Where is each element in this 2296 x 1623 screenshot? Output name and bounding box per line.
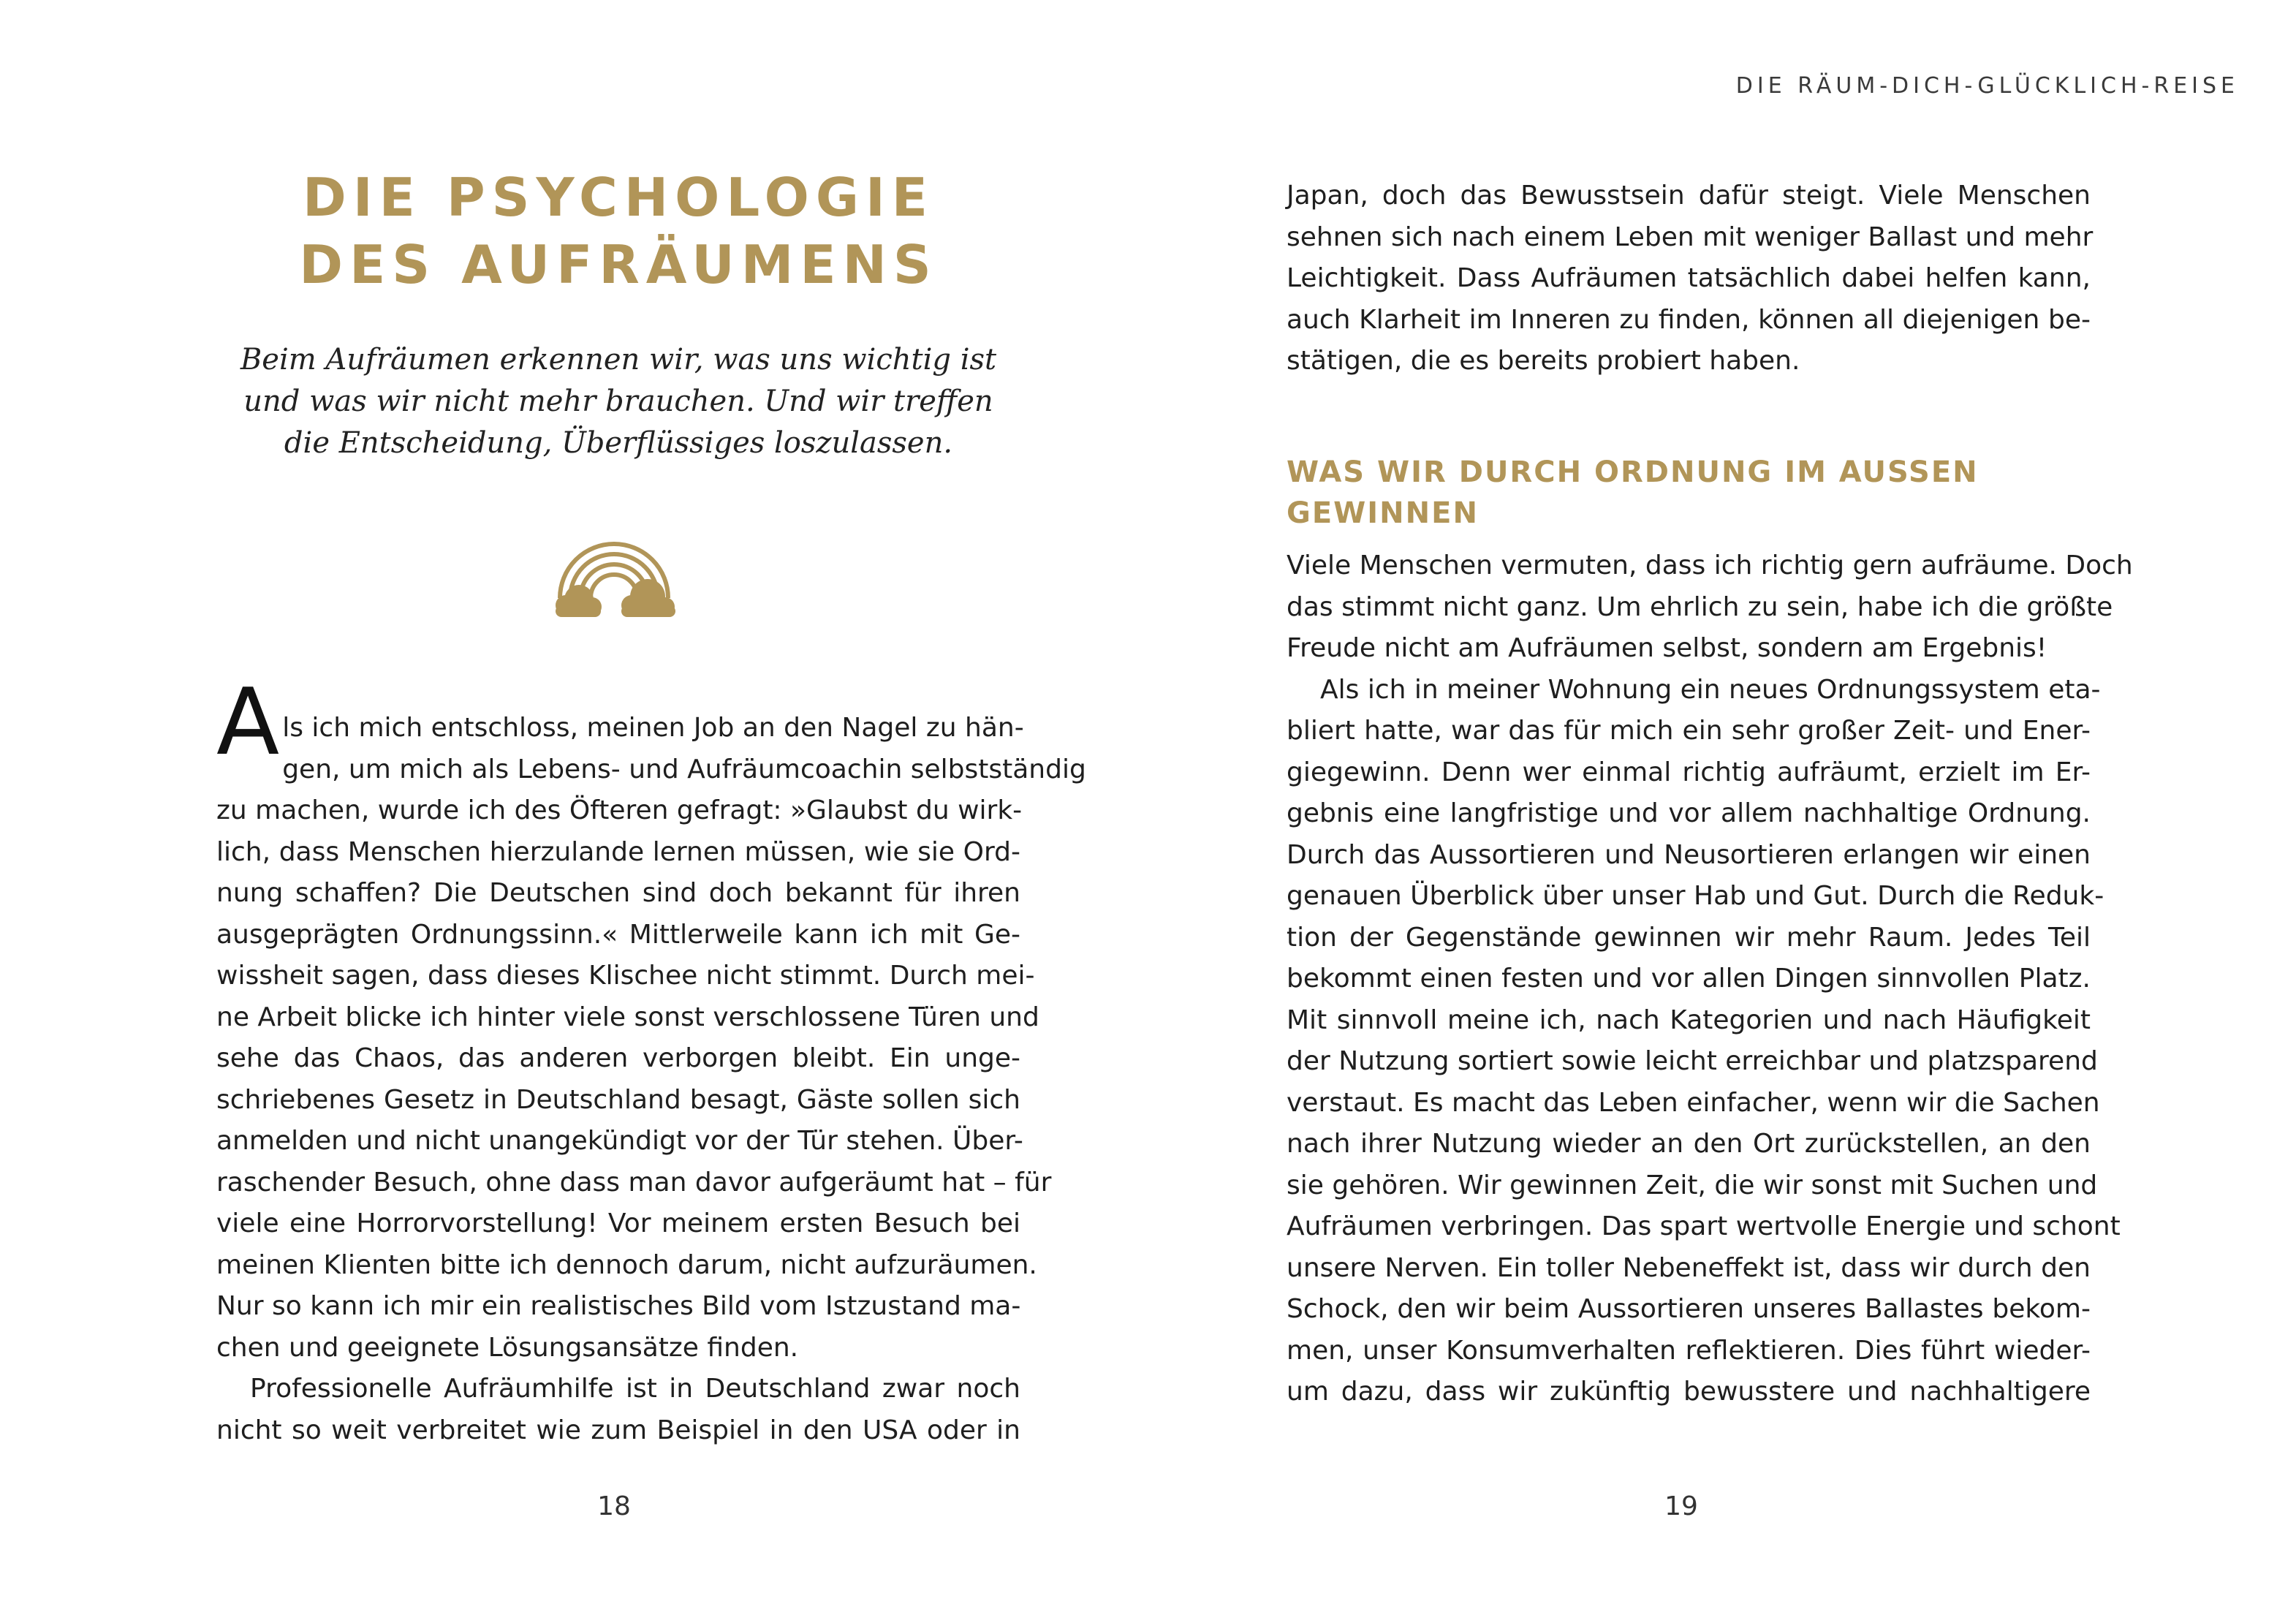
text-line: schriebenes Gesetz in Deutschland besagt, Gäste sollen sich: [216, 1084, 1020, 1115]
text-line: Durch das Aussortieren und Neusortieren erlangen wir einen: [1287, 839, 2091, 870]
section-heading: [1287, 452, 2091, 534]
text-line: der Nutzung sortiert sowie leicht erreichbar und platzsparend: [1287, 1046, 2098, 1076]
text-line: Als ich in meiner Wohnung ein neues Ordnungssystem eta-: [1320, 674, 2101, 705]
text-line: meinen Klienten bitte ich dennoch darum, nicht aufzuräumen.: [216, 1249, 1037, 1280]
text-line: anmelden und nicht unangekündigt vor der Tür stehen. Über-: [216, 1126, 1023, 1156]
text-line: Leichtigkeit. Dass Aufräumen tatsächlich dabei helfen kann,: [1287, 263, 2091, 293]
text-line: men, unser Konsumverhalten reflektieren. Dies führt wieder-: [1287, 1335, 2091, 1366]
text-line: ne Arbeit blicke ich hinter viele sonst verschlossene Türen und: [216, 1002, 1039, 1032]
text-line: ausgeprägten Ordnungssinn.« Mittlerweile kann ich mit Ge-: [216, 919, 1020, 950]
text-line: Professionelle Aufräumhilfe ist in Deutschland zwar noch: [250, 1374, 1020, 1404]
text-line: Japan, doch das Bewusstsein dafür steigt. Viele Menschen: [1287, 181, 2091, 211]
text-line: wissheit sagen, dass dieses Klischee nicht stimmt. Durch mei-: [216, 961, 1035, 991]
running-header: DIE RÄUM-DICH-GLÜCKLICH-REISE: [1735, 73, 2239, 99]
text-line: verstaut. Es macht das Leben einfacher, wenn wir die Sachen: [1287, 1087, 2100, 1118]
text-line: auch Klarheit im Inneren zu finden, können all diejenigen be-: [1287, 304, 2091, 335]
text-line: unsere Nerven. Ein toller Nebeneffekt ist, dass wir durch den: [1287, 1252, 2091, 1283]
page-number: 19: [1664, 1491, 1698, 1521]
text-line: Freude nicht am Aufräumen selbst, sondern am Ergebnis!: [1287, 633, 2047, 663]
text-line: bekommt einen festen und vor allen Dingen sinnvollen Platz.: [1287, 964, 2091, 994]
text-line: lich, dass Menschen hierzulande lernen müssen, wie sie Ord-: [216, 836, 1020, 867]
text-line: Aufräumen verbringen. Das spart wertvolle Energie und schont: [1287, 1211, 2121, 1241]
drop-cap: A: [216, 668, 280, 776]
text-line: Mit sinnvoll meine ich, nach Kategorien und nach Häufigkeit: [1287, 1005, 2091, 1035]
chapter-title-line: DES AUFRÄUMENS: [299, 234, 938, 295]
text-line: Schock, den wir beim Aussortieren unseres Ballastes bekom-: [1287, 1294, 2091, 1324]
text-line: gen, um mich als Lebens- und Aufräumcoachin selbstständig: [282, 754, 1086, 784]
text-line: Nur so kann ich mir ein realistisches Bild vom Istzustand ma-: [216, 1291, 1021, 1321]
text-line: zu machen, wurde ich des Öfteren gefragt: »Glaubst du wirk-: [216, 795, 1023, 825]
right-body-text: [1287, 545, 2133, 1413]
section-heading-line: WAS WIR DURCH ORDNUNG IM AUSSEN: [1287, 455, 1979, 489]
text-line: stätigen, die es bereits probiert haben.: [1287, 346, 1800, 376]
page-number: 18: [597, 1491, 631, 1521]
text-line: nung schaffen? Die Deutschen sind doch bekannt für ihren: [216, 878, 1020, 908]
text-line: ls ich mich entschloss, meinen Job an den Nagel zu hän-: [282, 713, 1024, 743]
text-line: viele eine Horrorvorstellung! Vor meinem ersten Besuch bei: [216, 1208, 1020, 1238]
chapter-intro: [216, 339, 1020, 464]
text-line: chen und geeignete Lösungsansätze finden.: [216, 1332, 799, 1363]
intro-line: die Entscheidung, Überflüssiges loszulassen.: [284, 426, 953, 460]
text-line: giegewinn. Denn wer einmal richtig aufräumt, erzielt im Er-: [1287, 757, 2091, 787]
text-line: Viele Menschen vermuten, dass ich richtig gern aufräume. Doch: [1287, 551, 2133, 580]
text-line: sie gehören. Wir gewinnen Zeit, die wir sonst mit Suchen und: [1287, 1170, 2098, 1200]
text-line: tion der Gegenstände gewinnen wir mehr Raum. Jedes Teil: [1287, 922, 2091, 953]
text-line: genauen Überblick über unser Hab und Gut. Durch die Reduk-: [1287, 881, 2104, 911]
right-top-text: [1287, 175, 2094, 382]
text-line: sehe das Chaos, das anderen verborgen bleibt. Ein unge-: [216, 1043, 1020, 1073]
rainbow-with-clouds-icon: [550, 532, 678, 623]
chapter-title: [216, 164, 1020, 298]
section-heading-line: GEWINNEN: [1287, 496, 1479, 530]
text-line: bliert hatte, war das für mich ein sehr großer Zeit- und Ener-: [1287, 716, 2091, 746]
intro-line: und was wir nicht mehr brauchen. Und wir treffen: [243, 385, 993, 418]
text-line: um dazu, dass wir zukünftig bewusstere und nachhaltigere: [1287, 1377, 2091, 1407]
left-body-text: [216, 668, 1086, 1451]
right-page: [1148, 0, 2296, 1623]
chapter-title-line: DIE PSYCHOLOGIE: [303, 167, 934, 228]
text-line: sehnen sich nach einem Leben mit weniger Ballast und mehr: [1287, 222, 2094, 252]
intro-line: Beim Aufräumen erkennen wir, was uns wichtig ist: [240, 343, 997, 377]
text-line: raschender Besuch, ohne dass man davor aufgeräumt hat – für: [216, 1167, 1052, 1198]
text-line: nicht so weit verbreitet wie zum Beispiel in den USA oder in: [216, 1415, 1020, 1445]
text-line: das stimmt nicht ganz. Um ehrlich zu sein, habe ich die größte: [1287, 591, 2113, 622]
text-line: gebnis eine langfristige und vor allem nachhaltige Ordnung.: [1287, 798, 2091, 828]
text-line: nach ihrer Nutzung wieder an den Ort zurückstellen, an den: [1287, 1129, 2091, 1159]
